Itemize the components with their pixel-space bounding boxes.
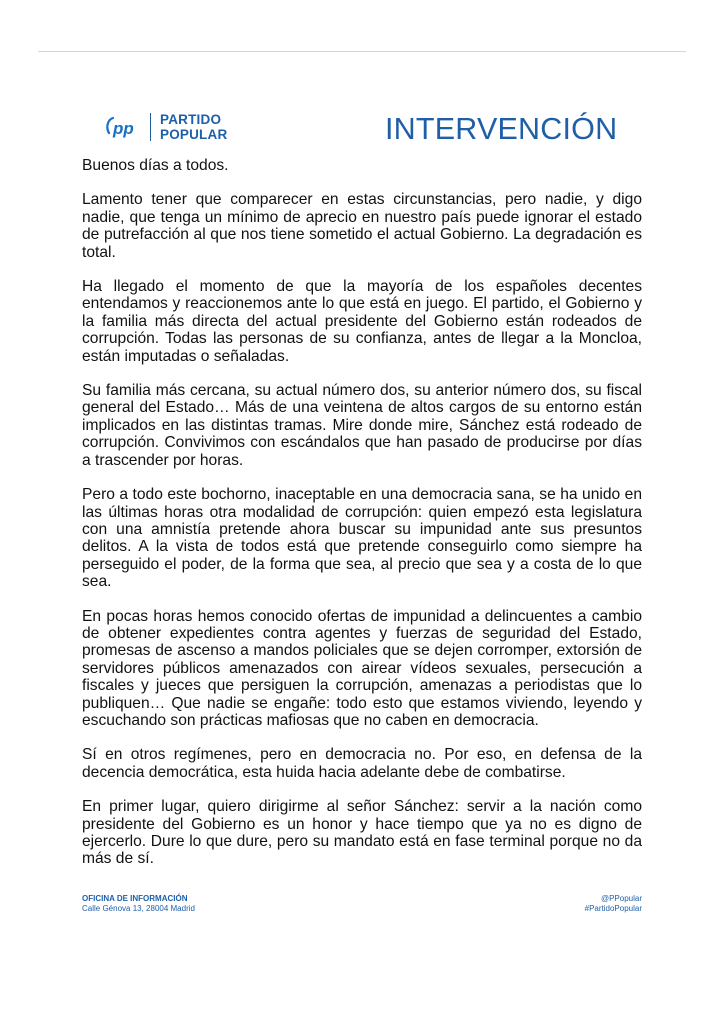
document-header (0, 100, 724, 160)
party-logo (104, 112, 227, 142)
logo-line-2: POPULAR (160, 127, 228, 142)
footer-social (585, 894, 642, 914)
paragraph: Sí en otros regímenes, pero en democracia no. Por eso, en defensa de la decencia democrática, esta huida hacia adelante debe de combatirse. (82, 746, 642, 781)
top-divider (38, 51, 686, 52)
paragraph: Su familia más cercana, su actual número dos, su anterior número dos, su fiscal general del Estado… Más de una veintena de altos cargos de su entorno están implicados en las distintas tramas. Mire donde mire, Sánchez está rodeado de corrupción. Convivimos con escándalos que han pasado de producirse por días a trascender por horas. (82, 382, 642, 469)
social-hashtag: #PartidoPopular (584, 904, 642, 913)
paragraph: Pero a todo este bochorno, inaceptable en una democracia sana, se ha unido en las últimas horas otra modalidad de corrupción: quien empezó esta legislatura con una amnistía pretende ahora buscar su impunidad ante sus presuntos delitos. A la vista de todos está que pretende conseguirlo como siempre ha perseguido el poder, de la forma que sea, al precio que sea y a costa de lo que sea. (82, 486, 642, 591)
logo-divider (150, 113, 151, 141)
paragraph: Lamento tener que comparecer en estas circunstancias, pero nadie, y digo nadie, que tenga un mínimo de aprecio en nuestro país puede ignorar el estado de putrefacción al que nos tiene sometido el actual Gobierno. La degradación es total. (82, 191, 642, 261)
paragraph: Buenos días a todos. (82, 157, 229, 174)
paragraph: Ha llegado el momento de que la mayoría de los españoles decentes entendamos y reaccionemos ante lo que está en juego. El partido, el Gobierno y la familia más directa del actual presidente del Gobierno están rodeados de corrupción. Todas las personas de su confianza, antes de llegar a la Moncloa, están imputadas o señaladas. (82, 278, 642, 365)
speech-body (82, 157, 642, 885)
paragraph: En pocas horas hemos conocido ofertas de impunidad a delincuentes a cambio de obtener expedientes contra agentes y fuerzas de seguridad del Estado, promesas de ascenso a mandos policiales que se dejen corromper, extorsión de servidores públicos amenazados con airear vídeos sexuales, persecución a fiscales y jueces que persiguen la corrupción, amenazas a periodistas que lo publiquen… Que nadie se engañe: todo esto que estamos viviendo, leyendo y escuchando son prácticas mafiosas que no caben en democracia. (82, 607, 642, 729)
paragraph: En primer lugar, quiero dirigirme al señor Sánchez: servir a la nación como presidente del Gobierno es un honor y hace tiempo que ya no es digno de ejercerlo. Dure lo que dure, pero su mandato está en fase terminal porque no da más de sí. (82, 798, 642, 868)
logo-line-1: PARTIDO (160, 112, 222, 127)
social-handle: @PPopular (600, 894, 642, 903)
logo-wordmark (160, 112, 227, 142)
svg-text:pp: pp (113, 119, 134, 138)
office-address: Calle Génova 13, 28004 Madrid (82, 904, 195, 913)
document-title: INTERVENCIÓN (385, 112, 618, 146)
office-name: OFICINA DE INFORMACIÓN (82, 894, 188, 903)
footer-office (82, 894, 195, 914)
pp-logo-icon (104, 114, 142, 140)
